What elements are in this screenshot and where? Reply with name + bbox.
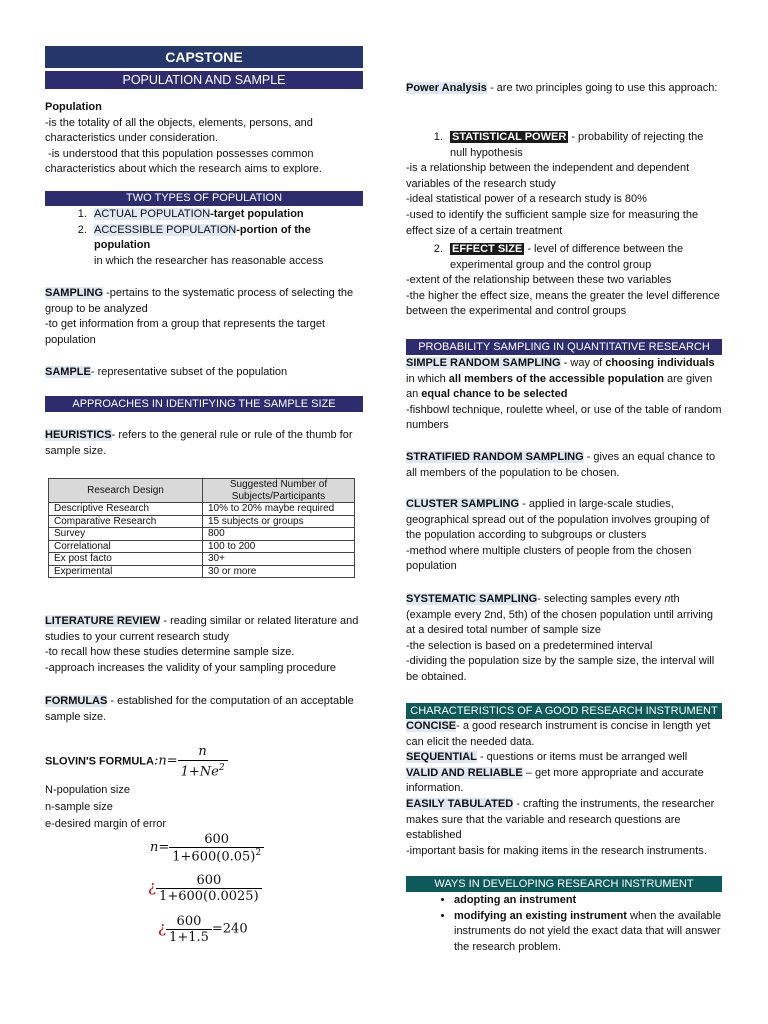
ways-bar: WAYS IN DEVELOPING RESEARCH INSTRUMENT <box>406 876 722 892</box>
calc-step-1 <box>150 832 363 864</box>
type-term: ACTUAL POPULATION <box>94 208 211 220</box>
lit-review-line: -approach increases the validity of your sampling procedure <box>45 661 337 674</box>
effect-size-line: -the higher the effect size, means the greater the level difference between the experimental and control groups <box>406 289 720 318</box>
cluster-term: CLUSTER SAMPLING <box>406 498 520 510</box>
concise-term: CONCISE <box>406 720 457 732</box>
sequential-def: - questions or items must be arranged well <box>476 751 688 764</box>
approaches-bar: APPROACHES IN IDENTIFYING THE SAMPLE SIZE <box>45 396 363 412</box>
sampling-def: -pertains to the systematic process of selecting the group to be analyzed <box>45 287 354 315</box>
sampling-term: SAMPLING <box>45 287 104 299</box>
systematic-term: SYSTEMATIC SAMPLING <box>406 593 538 605</box>
slovin-definitions <box>45 782 363 833</box>
lit-review-term: LITERATURE REVIEW <box>45 615 161 627</box>
table-row <box>49 528 355 541</box>
sample-size-table <box>48 478 363 578</box>
types-list <box>45 207 363 269</box>
stat-power-line: -ideal statistical power of a research study is 80% <box>406 193 647 206</box>
slovin-def: N-population size <box>45 784 130 796</box>
srs-term: SIMPLE RANDOM SAMPLING <box>406 357 561 369</box>
sample-section <box>45 365 363 381</box>
stat-power-term: STATISTICAL POWER <box>452 131 567 143</box>
table-cell: Correlational <box>49 540 203 553</box>
formula-numerator: n <box>198 744 207 759</box>
systematic-line: -the selection is based on a predetermined interval <box>406 639 653 652</box>
effect-size-line: -extent of the relationship between these two variables <box>406 274 672 287</box>
cluster-section <box>406 497 722 575</box>
step3-mark: ¿ <box>158 918 167 937</box>
ways-item-text: when the available instruments do not yield the exact data that will answer the research problem. <box>454 909 722 953</box>
systematic-def: th (example every 2nd, 5th) of the chosen population until arriving at a desired total number of sample size <box>406 593 713 637</box>
stratified-section <box>406 450 722 481</box>
table-cell: 30+ <box>203 553 355 566</box>
table-row <box>49 565 355 578</box>
easy-def: - crafting the instruments, the researcher makes sure that the variable and research questions are established <box>406 797 715 842</box>
power-def: - are two principles going to use this approach: <box>486 82 718 94</box>
char-bar: CHARACTERISTICS OF A GOOD RESEARCH INSTRUMENT <box>406 703 722 719</box>
srs-text: in which <box>406 372 449 385</box>
easy-line: -important basis for making items in the research instruments. <box>406 844 707 857</box>
srs-text: are given an <box>406 372 713 401</box>
types-bar: TWO TYPES OF POPULATION <box>45 191 363 206</box>
step1-numerator: 600 <box>204 832 230 847</box>
step2-fraction <box>156 873 262 904</box>
type-sub: in which the researcher has reasonable access <box>94 254 324 267</box>
prob-bar: PROBABILITY SAMPLING IN QUANTITATIVE RESEARCH <box>406 339 722 355</box>
power-analysis <box>406 81 722 97</box>
table-cell: 30 or more <box>203 565 355 578</box>
table-cell: 10% to 20% maybe required <box>203 503 355 516</box>
stat-power-line: -is a relationship between the independent and dependent variables of the research study <box>406 162 690 190</box>
srs-text: - way of <box>560 357 606 369</box>
calc-step-2 <box>148 873 363 904</box>
table-row <box>49 553 355 566</box>
formula-lhs: n= <box>158 753 178 769</box>
cluster-line: -method where multiple clusters of people from the chosen population <box>406 544 692 573</box>
sampling-section <box>45 286 363 348</box>
population-section <box>45 100 363 178</box>
systematic-section <box>406 592 722 686</box>
valid-term: VALID AND RELIABLE <box>406 766 523 779</box>
formula-fraction <box>178 744 228 780</box>
ways-item-text: adopting an instrument <box>454 894 577 906</box>
lit-review-section <box>45 614 363 676</box>
table-cell: Descriptive Research <box>49 503 203 516</box>
slovin-formula: SLOVIN'S FORMULA:n= $\frac{n}{1+Ne^2}$ <box>45 744 363 780</box>
power-item-2 <box>406 242 722 320</box>
calc-step-3 <box>158 914 363 945</box>
srs-bold: equal chance to be selected <box>421 388 568 401</box>
sample-term: SAMPLE <box>45 366 91 378</box>
formulas-section <box>45 694 363 725</box>
srs-bold: all members of the accessible population <box>448 372 664 385</box>
table-header-row <box>49 479 355 503</box>
lit-review-line: -to recall how these studies determine sample size. <box>45 646 295 659</box>
type-item-actual <box>90 207 363 223</box>
systematic-n: n <box>664 593 671 605</box>
step3-fraction <box>166 914 212 945</box>
heuristics-term: HEURISTICS <box>45 429 112 441</box>
valid-def: – get more appropriate and accurate information. <box>406 766 704 795</box>
lit-review-def: - reading similar or related literature and studies to your current research study <box>45 615 359 643</box>
stat-power-def: - probability of rejecting the null hypothesis <box>450 131 704 159</box>
population-heading: Population <box>45 101 102 113</box>
table-header: Research Design <box>49 479 203 503</box>
table-row <box>49 540 355 553</box>
step1-fraction: $\frac{600}{1+600(0.05)^2}$ <box>169 832 264 864</box>
easy-term: EASILY TABULATED <box>406 797 514 810</box>
stratified-term: STRATIFIED RANDOM SAMPLING <box>406 451 584 463</box>
ways-item <box>454 909 722 956</box>
step2-mark: ¿ <box>148 877 157 896</box>
ways-item-bold: modifying an existing instrument <box>454 909 627 922</box>
heuristics-section <box>45 428 363 459</box>
heuristics-def: - refers to the general rule or rule of the thumb for sample size. <box>45 429 353 457</box>
ways-item <box>454 893 722 909</box>
formula-exponent: 2 <box>218 762 225 773</box>
slovin-label: SLOVIN'S FORMULA <box>45 755 154 768</box>
stratified-def: - gives an equal chance to all members of the population to be chosen. <box>406 451 716 479</box>
srs-bold: choosing individuals <box>605 357 715 369</box>
step3-denominator: 1+1.5 <box>166 929 212 945</box>
step1-denominator: 1+600(0.05) <box>172 849 256 865</box>
power-term: Power Analysis <box>406 82 487 94</box>
sampling-line-2: -to get information from a group that represents the target population <box>45 318 326 346</box>
step3-numerator: 600 <box>176 914 202 929</box>
power-item-1 <box>406 130 722 239</box>
characteristics-section <box>406 719 722 859</box>
table-cell: 100 to 200 <box>203 540 355 553</box>
table-cell: Experimental <box>49 565 203 578</box>
table-cell: 15 subjects or groups <box>203 515 355 528</box>
slovin-def: e-desired margin of error <box>45 818 167 830</box>
stat-power-line: -used to identify the sufficient sample size for measuring the effect size of a certain treatment <box>406 208 699 237</box>
table-header: Suggested Number of Subjects/Participants <box>203 479 355 503</box>
population-line-2: -is understood that this population possesses common characteristics about which the research aims to explore. <box>45 147 322 176</box>
concise-def: - a good research instrument is concise in length yet can elicit the needed data. <box>406 720 711 748</box>
effect-size-term: EFFECT SIZE <box>452 243 523 255</box>
table-row <box>49 503 355 516</box>
population-line-1: -is the totality of all the objects, elements, persons, and characteristics under consideration. <box>45 116 313 145</box>
step1-lhs: n= <box>150 840 170 856</box>
page-title: CAPSTONE <box>45 46 363 68</box>
step2-numerator: 600 <box>196 873 222 888</box>
ways-list <box>406 893 722 955</box>
type-item-accessible <box>90 223 363 270</box>
effect-size-def: - level of difference between the experimental group and the control group <box>450 243 684 271</box>
systematic-line: -dividing the population size by the sample size, the interval will be obtained. <box>406 655 715 683</box>
table-row <box>49 515 355 528</box>
formula-denominator: 1+Ne <box>180 763 219 779</box>
slovin-def: n-sample size <box>45 801 113 813</box>
sequential-term: SEQUENTIAL <box>406 751 477 764</box>
type-rest: -portion of the population <box>94 223 311 252</box>
formulas-term: FORMULAS <box>45 695 108 707</box>
step3-result: =240 <box>211 921 248 937</box>
table-cell: 800 <box>203 528 355 541</box>
type-rest: -target population <box>210 208 304 220</box>
step2-denominator: 1+600(0.0025) <box>156 888 262 904</box>
srs-line: -fishbowl technique, roulette wheel, or use of the table of random numbers <box>406 403 722 432</box>
cluster-def: - applied in large-scale studies, geographical spread out of the population involves grouping of the population according to subgroups or clusters <box>406 498 710 542</box>
table-cell: Survey <box>49 528 203 541</box>
page-subtitle: POPULATION AND SAMPLE <box>45 71 363 89</box>
table-cell: Ex post facto <box>49 553 203 566</box>
srs-section <box>406 356 722 434</box>
formulas-def: - established for the computation of an acceptable sample size. <box>45 695 354 723</box>
table-cell: Comparative Research <box>49 515 203 528</box>
type-term: ACCESSIBLE POPULATION <box>94 223 237 236</box>
sample-def: - representative subset of the population <box>90 366 288 378</box>
systematic-def: - selecting samples every <box>537 593 665 605</box>
